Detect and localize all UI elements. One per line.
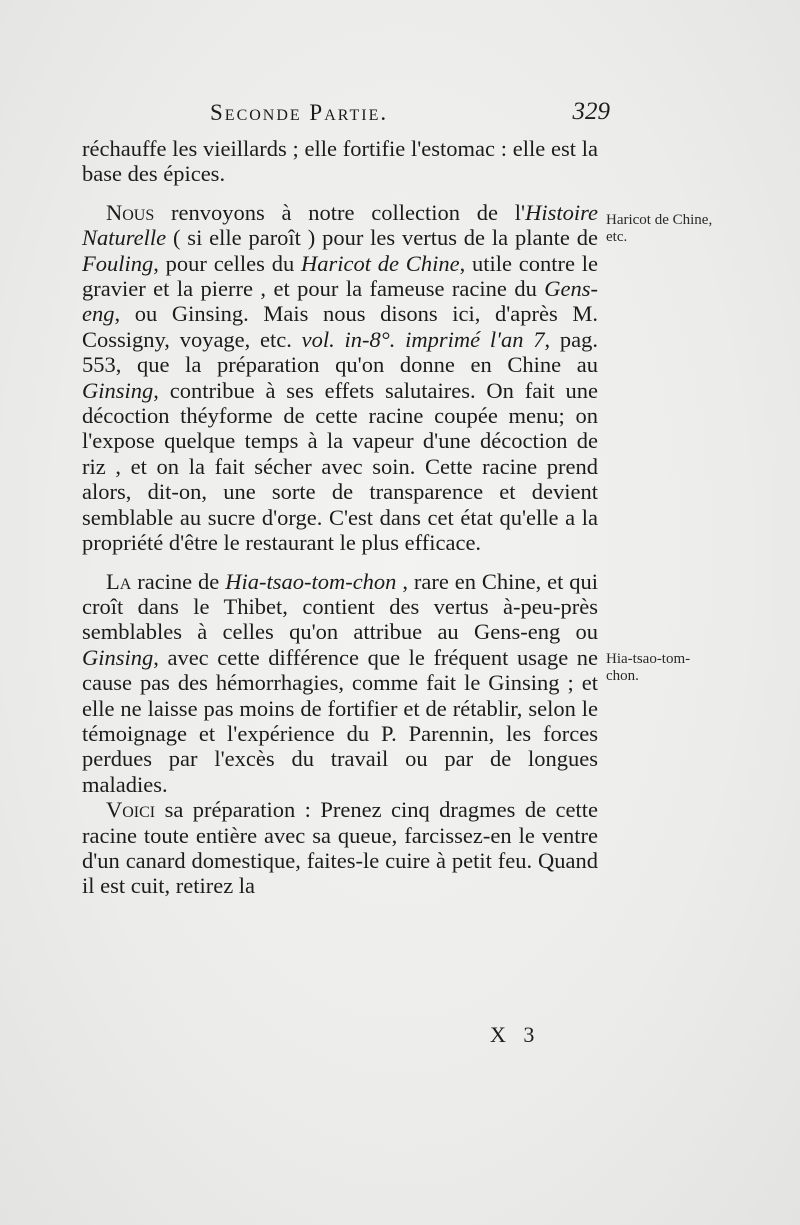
italic-term: Fouling [82,250,154,276]
paragraph-2 [82,200,598,556]
italic-term: vol. in-8°. imprimé l'an 7 [301,326,545,352]
italic-term: Hia-tsao-tom-chon [225,568,397,594]
paragraph-lead-word: Voici [106,797,156,823]
italic-term: Histoire Naturelle [82,199,598,251]
italic-term: Ginsing [82,377,154,403]
text-run: , utile contre le gravier et la pierre , et pour la fameuse racine du [82,250,598,302]
italic-term: Haricot de Chine [301,250,460,276]
text-run: , rare en Chine, et qui croît dans le Thibet, contient des vertus à-peu-près semblables à celles qu'on attribue au Gens-eng ou [82,568,598,645]
paragraph-lead-word: La [106,568,132,594]
page-header [210,100,610,136]
page-number: 329 [572,98,610,125]
text-run: racine de [131,568,226,594]
running-title: Seconde Partie. [210,100,389,125]
text-run: renvoyons à notre collection de l' [154,199,526,225]
signature-mark: X 3 [490,1022,541,1047]
paragraph-4 [82,797,598,899]
italic-term: Ginsing [82,644,154,670]
text-run: , ou Ginsing. Mais nous disons ici, d'après M. Cossigny, voyage, etc. [82,301,598,352]
margin-note-haricot: Haricot de Chine, etc. [606,212,713,245]
margin-note-hia-tsao: Hia-tsao-tom-chon. [606,651,691,684]
text-run: ( si elle paroît ) pour les vertus de la plante de [166,225,598,251]
paragraph-1 [82,136,598,187]
paragraph-lead-word: Nous [106,199,155,225]
text-run: , avec cette différence que le fréquent usage ne cause pas des hémorrhagies, comme fait le Ginsing ; et elle ne laisse pas moins de fortifier et de rétablir, selon le témoignage et l'expérience du P. Parennin, les forces perdues par l'excès du travail ou par de longues maladies. [82,644,598,797]
paragraph-3 [82,569,598,798]
text-run: , contribue à ses effets salutaires. On fait une décoction théyforme de cette racine coupée menu; on l'expose quelque temps à la vapeur d'une décoction de riz , et on la fait sécher avec soin. Cette racine prend alors, dit-on, une sorte de transparence et devient semblable au sucre d'orge. C'est dans cet état qu'elle a la propriété d'être le restaurant le plus efficace. [82,377,598,556]
text-run: réchauffe les vieillards ; elle fortifie l'estomac : elle est la base des épices. [82,136,598,187]
italic-term: Gens-eng [82,276,598,327]
text-run: , pour celles du [153,250,301,276]
text-run: sa préparation : Prenez cinq dragmes de cette racine toute entière avec sa queue, farcissez-en le ventre d'un canard domestique, faites-le cuire à petit feu. Quand il est cuit, retirez la [82,797,598,899]
text-run: , pag. 553, que la préparation qu'on donne en Chine au [82,326,598,378]
body-text [82,136,598,899]
